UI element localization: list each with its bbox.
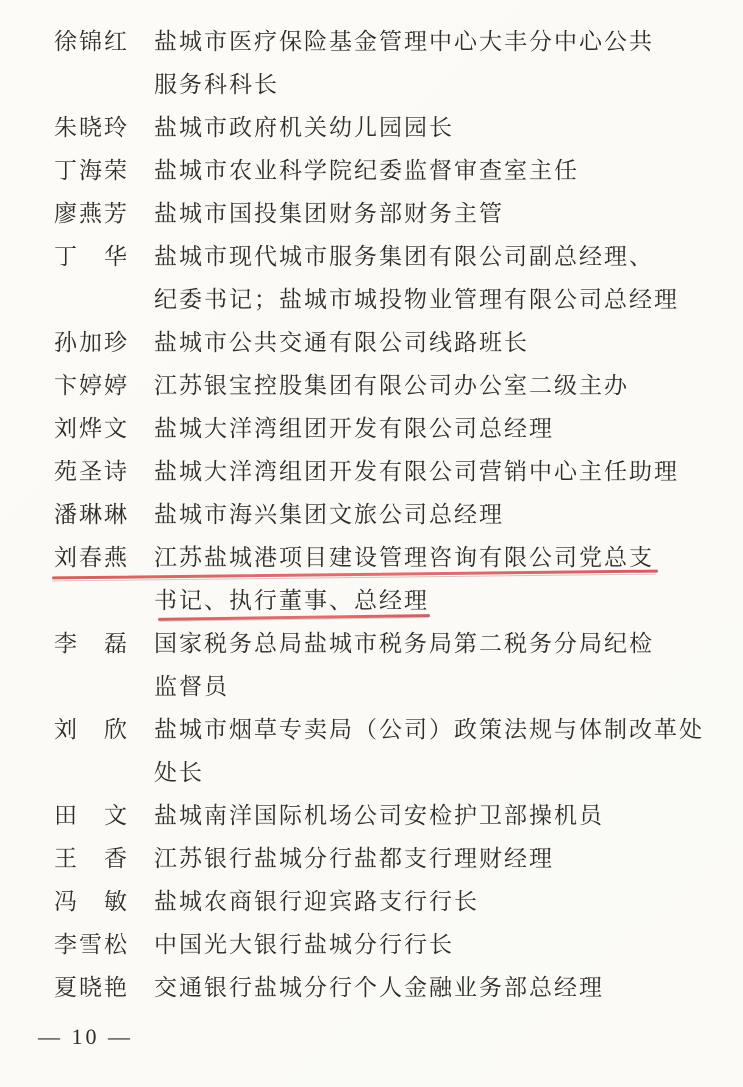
- position-line: 江苏银宝控股集团有限公司办公室二级主办: [154, 373, 629, 398]
- position-line: 国家税务总局盐城市税务局第二税务分局纪检: [154, 631, 654, 656]
- person-position: [154, 837, 743, 880]
- person-name: 苑圣诗: [54, 459, 129, 484]
- person-name: 李雪松: [54, 932, 129, 957]
- person-position: [154, 880, 743, 923]
- position-line: 盐城大洋湾组团开发有限公司总经理: [154, 416, 554, 441]
- list-item: [0, 364, 743, 407]
- person-position: [154, 536, 743, 622]
- list-item: [0, 20, 743, 106]
- list-item: [0, 235, 743, 321]
- entry-list: [0, 20, 743, 1009]
- person-position: [154, 966, 743, 1009]
- person-position: [154, 106, 743, 149]
- person-position: [154, 622, 743, 708]
- list-item: [0, 708, 743, 794]
- position-line: 纪委书记；盐城市城投物业管理有限公司总经理: [154, 287, 679, 312]
- person-name: 刘 欣: [54, 717, 129, 742]
- position-line: 处长: [154, 760, 204, 785]
- list-item: [0, 966, 743, 1009]
- person-name: 王 香: [54, 846, 129, 871]
- list-item: [0, 536, 743, 622]
- person-position: [154, 20, 743, 106]
- position-line: 江苏银行盐城分行盐都支行理财经理: [154, 846, 554, 871]
- position-line: 盐城市现代城市服务集团有限公司副总经理、: [154, 244, 654, 269]
- person-position: [154, 923, 743, 966]
- position-line: 盐城农商银行迎宾路支行行长: [154, 889, 479, 914]
- person-name: 卞婷婷: [54, 373, 129, 398]
- list-item: [0, 106, 743, 149]
- person-name: 潘琳琳: [54, 502, 129, 527]
- person-position: [154, 450, 743, 493]
- position-line: 中国光大银行盐城分行行长: [154, 932, 454, 957]
- position-line: 盐城市农业科学院纪委监督审查室主任: [154, 158, 579, 183]
- person-name: 丁海荣: [54, 158, 129, 183]
- list-item: [0, 837, 743, 880]
- person-position: [154, 235, 743, 321]
- list-item: [0, 493, 743, 536]
- person-position: [154, 149, 743, 192]
- person-name: 刘烨文: [54, 416, 129, 441]
- list-item: [0, 450, 743, 493]
- position-line: 盐城市政府机关幼儿园园长: [154, 115, 454, 140]
- position-line: 书记、执行董事、总经理: [154, 588, 429, 613]
- position-line: 盐城市烟草专卖局（公司）政策法规与体制改革处: [154, 717, 704, 742]
- person-position: [154, 364, 743, 407]
- list-item: [0, 622, 743, 708]
- list-item: [0, 407, 743, 450]
- page-number: — 10 —: [38, 1024, 133, 1049]
- person-position: [154, 321, 743, 364]
- position-line: 盐城市公共交通有限公司线路班长: [154, 330, 529, 355]
- list-item: [0, 923, 743, 966]
- person-position: [154, 407, 743, 450]
- person-name: 刘春燕: [54, 545, 129, 570]
- position-line: 交通银行盐城分行个人金融业务部总经理: [154, 975, 604, 1000]
- person-name: 夏晓艳: [54, 975, 129, 1000]
- position-line: 盐城市国投集团财务部财务主管: [154, 201, 504, 226]
- position-line: 江苏盐城港项目建设管理咨询有限公司党总支: [154, 545, 654, 570]
- position-line: 盐城南洋国际机场公司安检护卫部操机员: [154, 803, 604, 828]
- person-position: [154, 708, 743, 794]
- person-name: 李 磊: [54, 631, 129, 656]
- position-line: 监督员: [154, 674, 229, 699]
- position-line: 盐城市医疗保险基金管理中心大丰分中心公共: [154, 29, 654, 54]
- list-item: [0, 321, 743, 364]
- position-line: 服务科科长: [154, 72, 279, 97]
- list-item: [0, 880, 743, 923]
- person-position: [154, 493, 743, 536]
- person-position: [154, 794, 743, 837]
- person-name: 孙加珍: [54, 330, 129, 355]
- position-line: 盐城大洋湾组团开发有限公司营销中心主任助理: [154, 459, 679, 484]
- position-line: 盐城市海兴集团文旅公司总经理: [154, 502, 504, 527]
- person-name: 徐锦红: [54, 29, 129, 54]
- list-item: [0, 149, 743, 192]
- person-name: 廖燕芳: [54, 201, 129, 226]
- person-name: 冯 敏: [54, 889, 129, 914]
- list-item: [0, 794, 743, 837]
- person-name: 朱晓玲: [54, 115, 129, 140]
- list-item: [0, 192, 743, 235]
- person-position: [154, 192, 743, 235]
- person-name: 田 文: [54, 803, 129, 828]
- person-name: 丁 华: [54, 244, 129, 269]
